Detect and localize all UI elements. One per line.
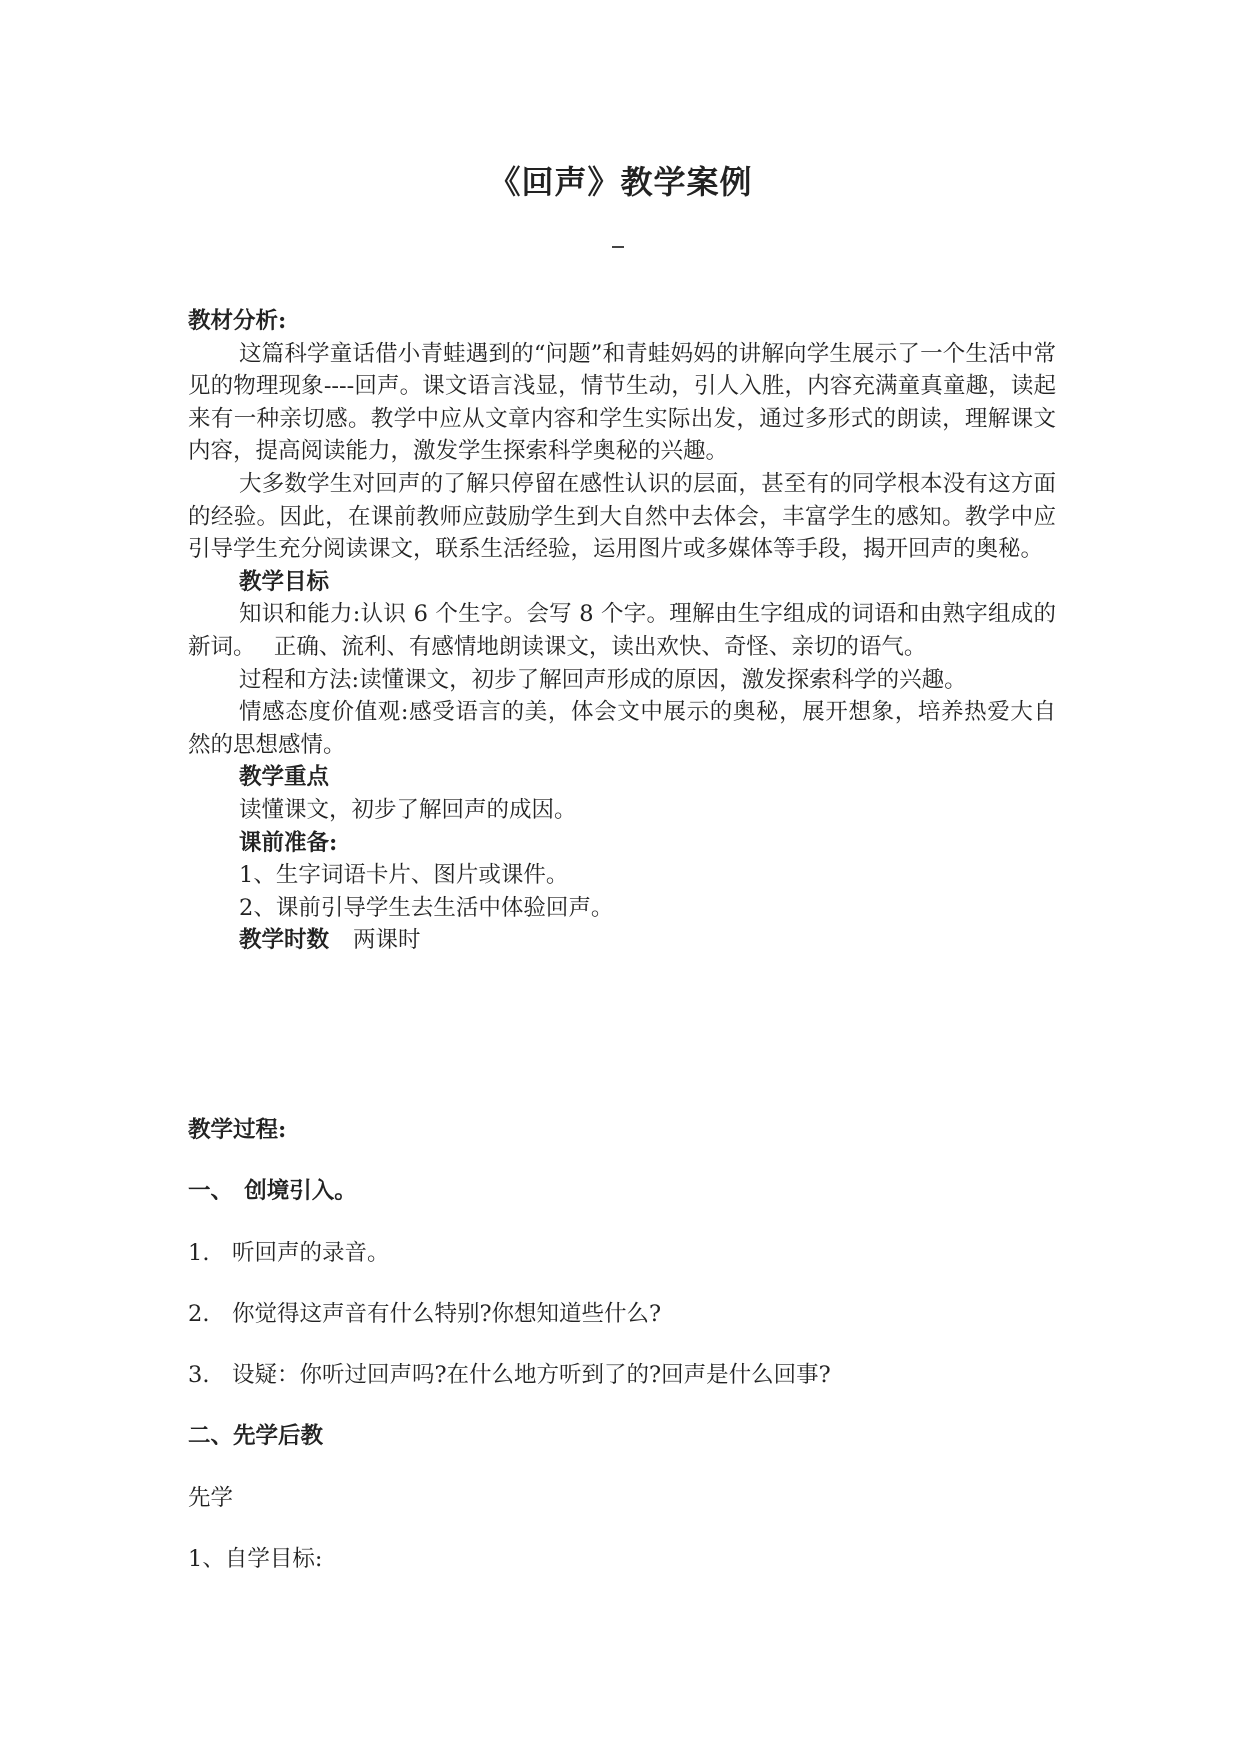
prep-item: 1、生字词语卡片、图片或课件。	[239, 862, 569, 889]
analysis-paragraph-2: 大多数学生对回声的了解只停留在感性认识的层面，甚至有的同学根本没有这方面的经验。因此，在课前教师应鼓励学生到大自然中去体会，丰富学生的感知。教学中应引导学生充分阅读课文，联系生活经验，运用图片或多媒体等手段，揭开回声的奥秘。	[188, 470, 1056, 563]
goals-knowledge: 知识和能力:认识 6 个生字。会写 8 个字。理解由生字组成的词语和由熟字组成的新词。 正确、流利、有感情地朗读课文，读出欢快、奇怪、亲切的语气。	[188, 601, 1056, 660]
section-2-heading: 二、先学后教	[188, 1423, 324, 1449]
teaching-hours-label: 教学时数	[239, 927, 330, 954]
focus-heading: 教学重点	[239, 764, 330, 791]
process-heading: 教学过程:	[188, 1117, 287, 1143]
process-step: 3. 设疑：你听过回声吗?在什么地方听到了的?回声是什么回事?	[188, 1362, 831, 1388]
analysis-paragraph-1: 这篇科学童话借小青蛙遇到的“问题”和青蛙妈妈的讲解向学生展示了一个生活中常见的物理现象----回声。课文语言浅显，情节生动，引人入胜，内容充满童真童趣，读起来有一种亲切感。教学中应从文章内容和学生实际出发，通过多形式的朗读，理解课文内容，提高阅读能力，激发学生探索科学奥秘的兴趣。	[188, 340, 1056, 465]
teaching-hours	[188, 924, 1056, 957]
analysis-heading: 教材分析:	[188, 308, 287, 334]
goals-emotion: 情感态度价值观:感受语言的美，体会文中展示的奥秘，展开想象，培养热爱大自然的思想感情。	[188, 699, 1056, 758]
self-study-goal: 1、自学目标:	[188, 1546, 323, 1572]
goals-heading: 教学目标	[239, 568, 330, 595]
prep-heading: 课前准备:	[239, 829, 338, 856]
prep-item: 2、课前引导学生去生活中体验回声。	[239, 894, 614, 921]
process-step: 1. 听回声的录音。	[188, 1240, 390, 1266]
title-dash-mark	[612, 246, 624, 248]
focus-text: 读懂课文，初步了解回声的成因。	[239, 796, 577, 823]
upper-content	[188, 305, 1056, 957]
goals-process: 过程和方法:读懂课文，初步了解回声形成的原因，激发探索科学的兴趣。	[239, 666, 967, 693]
document-title: 《回声》教学案例	[488, 163, 753, 201]
process-step: 2. 你觉得这声音有什么特别?你想知道些什么?	[188, 1301, 662, 1327]
pre-study-label: 先学	[188, 1485, 234, 1511]
section-1-heading: 一、 创境引入。	[188, 1178, 357, 1204]
teaching-hours-value: 两课时	[353, 927, 421, 954]
